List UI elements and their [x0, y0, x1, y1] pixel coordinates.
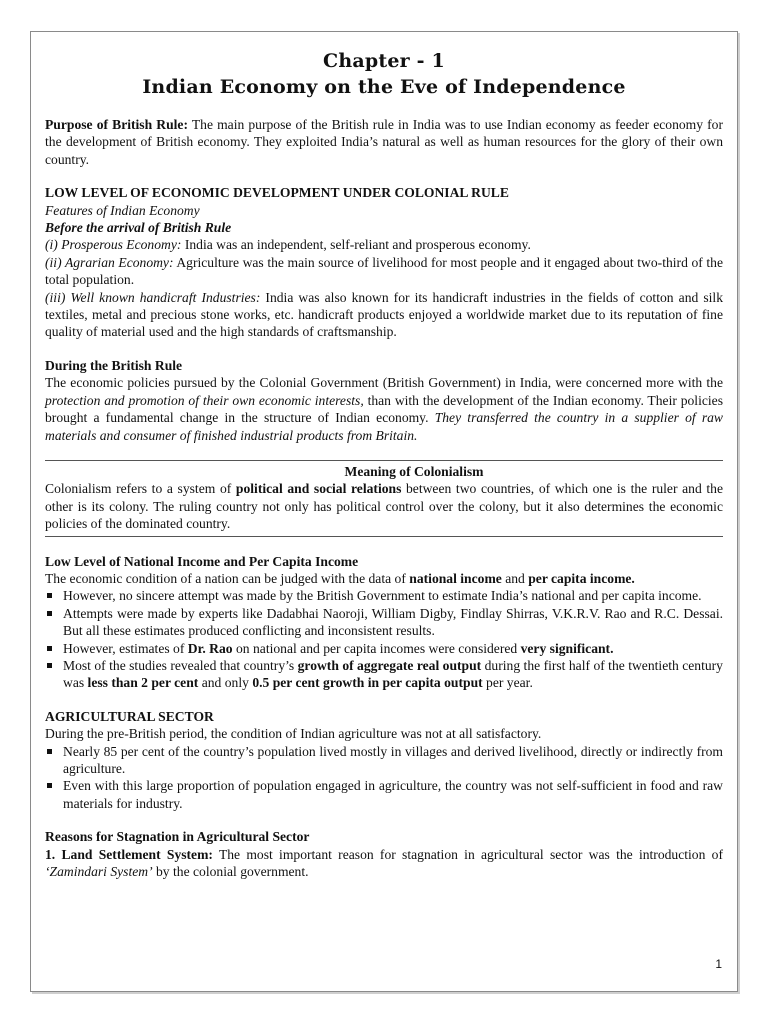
list-item: Most of the studies revealed that country’s growth of aggregate real output during the first half of the twentieth century was less than 2 per cent and only 0.5 per cent growth in per capita output per year.	[45, 657, 723, 692]
colonialism-box	[45, 460, 723, 537]
low-level-heading: LOW LEVEL OF ECONOMIC DEVELOPMENT UNDER COLONIAL RULE	[45, 185, 509, 201]
colonialism-paragraph: Colonialism refers to a system of political and social relations between two countries, of which one is the ruler and the other is its colony. The ruling country not only has political control over the colony, but it also determines the economic policies of the dominated country.	[45, 481, 724, 532]
list-item: However, no sincere attempt was made by the British Government to estimate India’s national and per capita income.	[45, 587, 723, 604]
colonialism-heading: Meaning of Colonialism	[344, 463, 484, 479]
agri-heading: AGRICULTURAL SECTOR	[45, 708, 214, 724]
reason-item: 1. Land Settlement System: The most important reason for stagnation in agricultural sector was the introduction of ‘Zamindari System’ by the colonial government.	[45, 846, 723, 880]
features-subheading: Features of Indian Economy	[45, 202, 200, 218]
page-number: 1	[715, 957, 722, 971]
income-heading: Low Level of National Income and Per Capita Income	[45, 553, 359, 569]
list-item: Even with this large proportion of population engaged in agriculture, the country was not self-sufficient in food and raw materials for industry.	[45, 777, 723, 812]
during-british-paragraph: The economic policies pursued by the Colonial Government (British Government) in India, were concerned more with the protection and promotion of their own economic interests, than with the development of the Indian economy. Their policies brought a fundamental change in the structure of Indian economy. They transferred the country in a supplier of raw materials and consumer of finished industrial products from Britain.	[45, 375, 723, 443]
document-body	[45, 48, 723, 880]
list-item: Nearly 85 per cent of the country’s population lived mostly in villages and derived livelihood, directly or indirectly from agriculture.	[45, 743, 723, 778]
agri-bullet-list	[45, 743, 723, 813]
chapter-name: Indian Economy on the Eve of Independence	[142, 76, 626, 98]
list-item: However, estimates of Dr. Rao on national and per capita incomes were considered very significant.	[45, 640, 723, 657]
feature-item: (iii) Well known handicraft Industries: India was also known for its handicraft industries in the fields of cotton and silk textiles, metal and precious stone works, etc. handicraft products enjoyed a worldwide market due to its reputation of fine quality of material used and the high standards of craftsmanship.	[45, 289, 723, 340]
during-british-heading: During the British Rule	[45, 357, 183, 373]
list-item: Attempts were made by experts like Dadabhai Naoroji, William Digby, Findlay Shirras, V.K.R.V. Rao and R.C. Dessai. But all these estimates produced conflicting and inconsistent results.	[45, 605, 723, 640]
before-british-heading: Before the arrival of British Rule	[45, 220, 232, 236]
reasons-heading: Reasons for Stagnation in Agricultural Sector	[45, 829, 310, 845]
feature-item: (i) Prosperous Economy: India was an independent, self-reliant and prosperous economy.	[45, 237, 531, 253]
chapter-title	[45, 48, 723, 100]
agri-intro: During the pre-British period, the condition of Indian agriculture was not at all satisfactory.	[45, 726, 542, 742]
feature-item: (ii) Agrarian Economy: Agriculture was the main source of livelihood for most people and it engaged about two-third of the total population.	[45, 254, 723, 288]
income-paragraph: The economic condition of a nation can be judged with the data of national income and per capita income.	[45, 570, 635, 586]
purpose-paragraph: Purpose of British Rule: The main purpose of the British rule in India was to use Indian economy as feeder economy for the development of British economy. They exploited India’s natural as well as human resources for the glory of their own country.	[45, 117, 723, 167]
income-bullet-list	[45, 587, 723, 691]
chapter-number: Chapter - 1	[323, 50, 445, 72]
